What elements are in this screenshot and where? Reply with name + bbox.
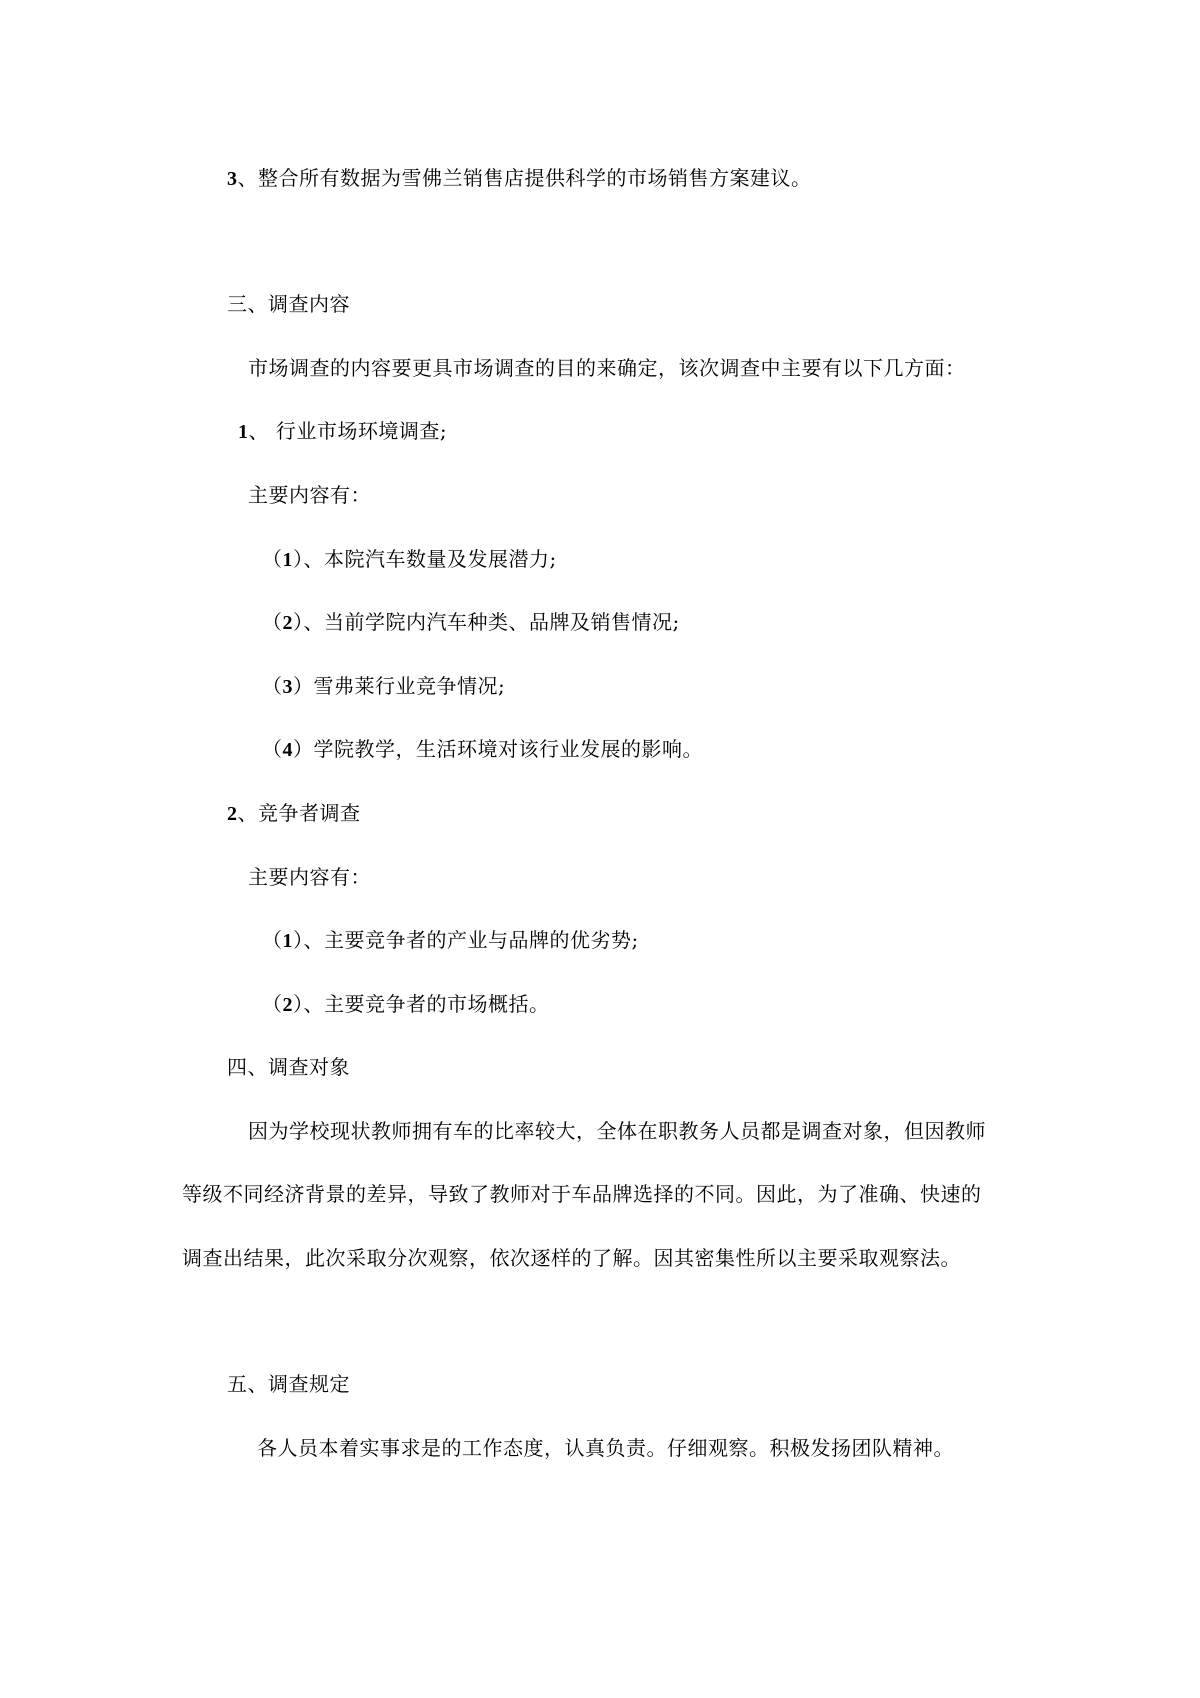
survey-target-paragraph-line-1 — [248, 1117, 986, 1145]
paren-open: （ — [262, 737, 283, 761]
main-content-label-2 — [248, 863, 371, 891]
item-number: 3 — [227, 168, 238, 190]
paragraph-text: 市场调查的内容要更具市场调查的目的来确定，该次调查中主要有以下几方面： — [248, 356, 966, 380]
heading-text: 五、调查规定 — [227, 1372, 350, 1396]
section-heading-survey-rules — [227, 1370, 350, 1398]
heading-text: 四、调查对象 — [227, 1055, 350, 1079]
paragraph-text: 因为学校现状教师拥有车的比率较大，全体在职教务人员都是调查对象，但因教师 — [248, 1119, 986, 1143]
heading-text: 三、调查内容 — [227, 292, 350, 316]
item-number: 3 — [282, 676, 293, 698]
list-item-1-1 — [262, 545, 557, 574]
paren-open: （ — [262, 992, 283, 1016]
main-content-label-1 — [248, 481, 371, 509]
survey-rules-paragraph — [257, 1434, 954, 1462]
item-text: ）雪弗莱行业竞争情况; — [293, 674, 506, 698]
item-text: 、竞争者调查 — [237, 801, 361, 825]
item-number: 2 — [282, 612, 293, 634]
item-text: ）、当前学院内汽车种类、品牌及销售情况; — [293, 610, 680, 634]
item-number: 4 — [282, 739, 293, 761]
paragraph-text: 各人员本着实事求是的工作态度，认真负责。仔细观察。积极发扬团队精神。 — [257, 1436, 954, 1460]
paren-open: （ — [262, 547, 283, 571]
label-text: 主要内容有： — [248, 865, 371, 889]
section-heading-survey-content — [227, 290, 350, 318]
list-item-2-2 — [262, 990, 550, 1019]
subsection-competitors — [227, 799, 361, 828]
paren-open: （ — [262, 610, 283, 634]
item-text: ）、主要竞争者的市场概括。 — [293, 992, 550, 1016]
paragraph-text: 调查出结果，此次采取分次观察，依次逐样的了解。因其密集性所以主要采取观察法。 — [182, 1246, 961, 1270]
survey-content-intro — [248, 354, 966, 382]
item-text: ）学院教学，生活环境对该行业发展的影响。 — [293, 737, 703, 761]
survey-target-paragraph-line-3 — [182, 1244, 961, 1272]
survey-target-paragraph-line-2 — [182, 1180, 982, 1208]
label-text: 主要内容有： — [248, 483, 371, 507]
item-number: 2 — [227, 803, 238, 825]
paren-open: （ — [262, 928, 283, 952]
list-item-1-3 — [262, 672, 505, 701]
list-item-1-2 — [262, 608, 680, 637]
item-number: 1 — [282, 549, 293, 571]
item-number: 1 — [282, 930, 293, 952]
item-text: ）、本院汽车数量及发展潜力; — [293, 547, 557, 571]
list-item-1-4 — [262, 735, 703, 764]
subsection-industry-environment — [238, 417, 447, 446]
item-number: 1 — [238, 421, 249, 443]
objective-item-3 — [227, 164, 812, 193]
item-number: 2 — [282, 994, 293, 1016]
paragraph-text: 等级不同经济背景的差异，导致了教师对于车品牌选择的不同。因此，为了准确、快速的 — [182, 1182, 982, 1206]
item-text: 、整合所有数据为雪佛兰销售店提供科学的市场销售方案建议。 — [237, 166, 812, 190]
paren-open: （ — [262, 674, 283, 698]
item-text: ）、主要竞争者的产业与品牌的优劣势; — [293, 928, 639, 952]
list-item-2-1 — [262, 926, 639, 955]
item-text: 、 行业市场环境调查; — [248, 419, 448, 443]
section-heading-survey-target — [227, 1053, 350, 1081]
